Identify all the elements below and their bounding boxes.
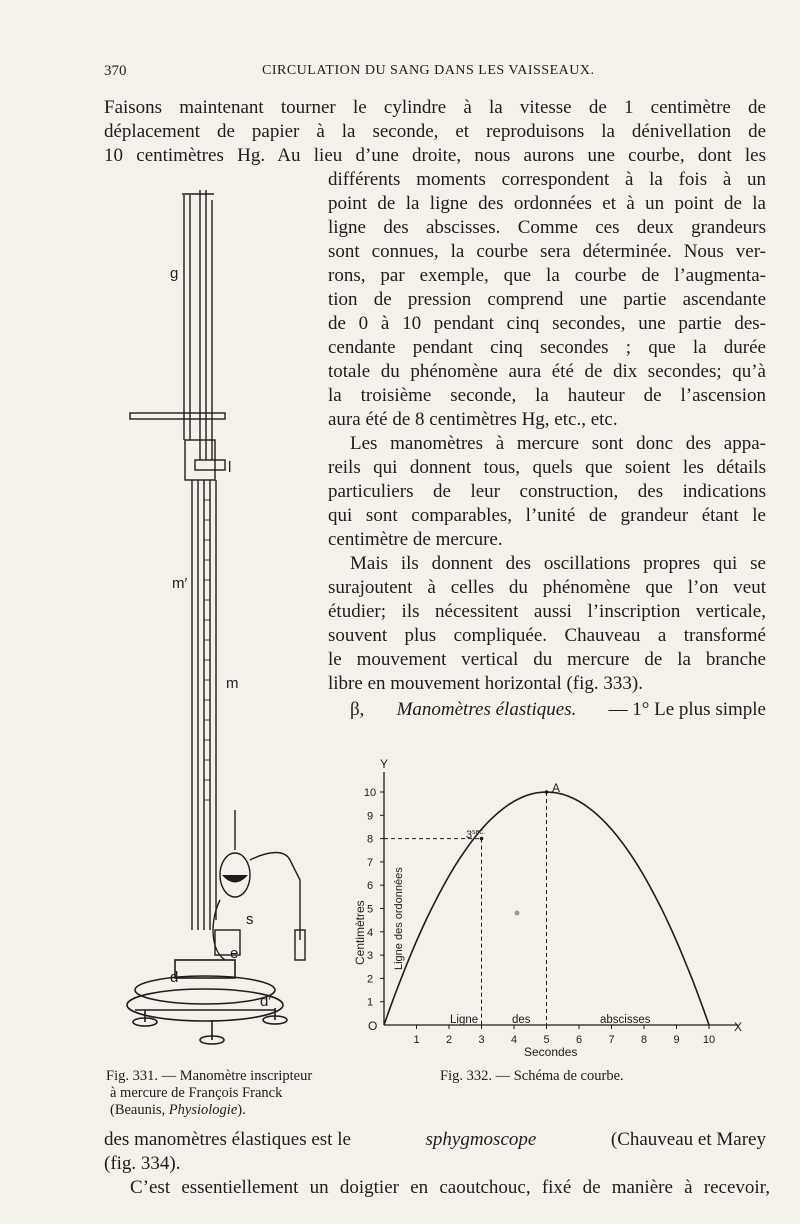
x-tick-label: 4 bbox=[510, 1034, 518, 1046]
text-line: la troisième seconde, la hauteur de l’ascension bbox=[328, 385, 766, 406]
abscissa-word: des bbox=[512, 1014, 531, 1026]
text-line: ligne des abscisses. Comme ces deux grandeurs bbox=[328, 217, 766, 238]
label-d: d bbox=[170, 969, 179, 986]
text-line: Faisons maintenant tourner le cylindre à la vitesse de 1 centimètre de bbox=[104, 97, 766, 118]
manometer-figure bbox=[100, 160, 330, 1060]
y-tick-label: 1 bbox=[366, 996, 374, 1009]
caption-line bbox=[106, 1102, 366, 1119]
curve-chart bbox=[340, 750, 760, 1070]
text-segment: des manomètres élastiques est le bbox=[104, 1129, 351, 1150]
y-tick-label: 5 bbox=[366, 903, 374, 916]
x-tick-label: 7 bbox=[608, 1034, 615, 1046]
x-tick-label: 5 bbox=[543, 1034, 550, 1046]
label-e: e bbox=[230, 945, 239, 962]
text-line: point de la ligne des ordonnées et à un point de la bbox=[328, 193, 766, 214]
y-tick-label: 9 bbox=[366, 810, 374, 823]
text-line: cendante pendant cinq secondes ; que la durée bbox=[328, 337, 766, 358]
text-line: reils qui donnent tous, quels que soient les détails bbox=[328, 457, 766, 478]
text-line: libre en mouvement horizontal (fig. 333). bbox=[328, 673, 643, 694]
label-m: m bbox=[226, 675, 239, 692]
text-line bbox=[104, 1128, 766, 1152]
running-title: CIRCULATION DU SANG DANS LES VAISSEAUX. bbox=[262, 63, 595, 78]
text-line: tion de pression comprend une partie ascendante bbox=[328, 289, 766, 310]
y-tick-label: 10 bbox=[363, 787, 377, 799]
text-line: Mais ils donnent des oscillations propres qui se bbox=[350, 553, 766, 574]
text-line: particuliers de leur construction, des indications bbox=[328, 481, 766, 502]
annotation-point bbox=[480, 837, 484, 841]
marker-label-num: 3 bbox=[466, 829, 473, 841]
text-line: sont connues, la courbe sera déterminée. Nous ver- bbox=[328, 241, 766, 262]
x-tick-label: 6 bbox=[575, 1034, 583, 1046]
text-line: souvent plus compliquée. Chauveau a transformé bbox=[328, 625, 766, 646]
x-tick-label: 1 bbox=[413, 1034, 420, 1046]
y-tick-label: 4 bbox=[366, 926, 374, 939]
text-segment: (Chauveau et Marey bbox=[610, 1129, 766, 1150]
text-line: de 0 à 10 pendant cinq secondes, une partie des- bbox=[328, 313, 766, 334]
origin-label: O bbox=[368, 1019, 378, 1033]
x-tick-label: 10 bbox=[702, 1034, 716, 1046]
x-axis-letter: X bbox=[734, 1020, 743, 1034]
x-tick-label: 9 bbox=[673, 1034, 680, 1046]
text-line: le mouvement vertical du mercure de la branche bbox=[328, 649, 766, 670]
text-line: totale du phénomène aura été de dix secondes; qu’à bbox=[328, 361, 766, 382]
paper-spot bbox=[515, 911, 520, 916]
fig331-caption bbox=[106, 1068, 366, 1119]
section-rest: — 1° Le plus simple bbox=[608, 699, 766, 720]
x-tick-label: 3 bbox=[478, 1034, 485, 1046]
y-tick-label: 8 bbox=[366, 833, 374, 846]
caption-text: (Beaunis, bbox=[110, 1102, 166, 1118]
page-number: 370 bbox=[104, 63, 127, 79]
peak-label: A bbox=[552, 781, 561, 795]
y-tick-label: 6 bbox=[366, 880, 374, 893]
text-italic: sphygmoscope bbox=[425, 1129, 537, 1150]
y-tick-label: 2 bbox=[366, 973, 374, 986]
y-axis-title: Centimètres bbox=[353, 900, 367, 965]
label-l: l bbox=[228, 459, 232, 476]
caption-italic: Physiologie bbox=[168, 1102, 238, 1118]
text-line: 10 centimètres Hg. Au lieu d’une droite, nous aurons une courbe, dont les bbox=[104, 145, 766, 166]
y-tick-label: 7 bbox=[366, 856, 374, 869]
text-line: aura été de 8 centimètres Hg, etc., etc. bbox=[328, 409, 618, 430]
caption-line: à mercure de François Franck bbox=[110, 1085, 283, 1101]
caption-line: Fig. 331. — Manomètre inscripteur bbox=[106, 1068, 313, 1084]
x-tick-label: 8 bbox=[640, 1034, 648, 1046]
text-line: déplacement de papier à la seconde, et reproduisons la dénivellation de bbox=[104, 121, 766, 142]
ordinate-title: Ligne des ordonnées bbox=[393, 867, 405, 970]
text-line: C’est essentiellement un doigtier en caoutchouc, fixé de manière à recevoir, bbox=[130, 1177, 770, 1198]
text-line: surajoutent à celles du phénomène que l’on veut bbox=[328, 577, 766, 598]
section-heading bbox=[350, 698, 766, 722]
text-line: qui sont comparables, l’unité de grandeur étant le bbox=[328, 505, 766, 526]
abscissa-word: abscisses bbox=[600, 1014, 651, 1026]
section-prefix: β, bbox=[350, 699, 365, 720]
y-axis-letter: Y bbox=[380, 757, 389, 771]
label-d-prime: d′ bbox=[260, 993, 272, 1010]
text-line: (fig. 334). bbox=[104, 1153, 181, 1174]
x-axis-title: Secondes bbox=[524, 1045, 578, 1059]
y-tick-label: 3 bbox=[366, 950, 374, 963]
caption-text: ). bbox=[237, 1102, 246, 1118]
fig332-caption: Fig. 332. — Schéma de courbe. bbox=[440, 1068, 624, 1084]
abscissa-word: Ligne bbox=[450, 1014, 479, 1026]
x-tick-label: 2 bbox=[445, 1034, 453, 1046]
text-line: Les manomètres à mercure sont donc des appa- bbox=[350, 433, 766, 454]
text-line: rons, par exemple, que la courbe de l’augmenta- bbox=[328, 265, 766, 286]
section-title: Manomètres élastiques. bbox=[396, 699, 577, 720]
page-header bbox=[104, 63, 770, 87]
text-line: étudier; ils nécessitent aussi l’inscription verticale, bbox=[328, 601, 766, 622]
text-line: centimètre de mercure. bbox=[328, 529, 503, 550]
label-s: s bbox=[246, 911, 254, 928]
label-g: g bbox=[170, 265, 179, 282]
annotation-point bbox=[545, 790, 549, 794]
text-line: différents moments correspondent à la fois à un bbox=[328, 169, 766, 190]
marker-label-sup: sec. bbox=[472, 829, 485, 836]
label-m-prime: m′ bbox=[172, 575, 188, 592]
